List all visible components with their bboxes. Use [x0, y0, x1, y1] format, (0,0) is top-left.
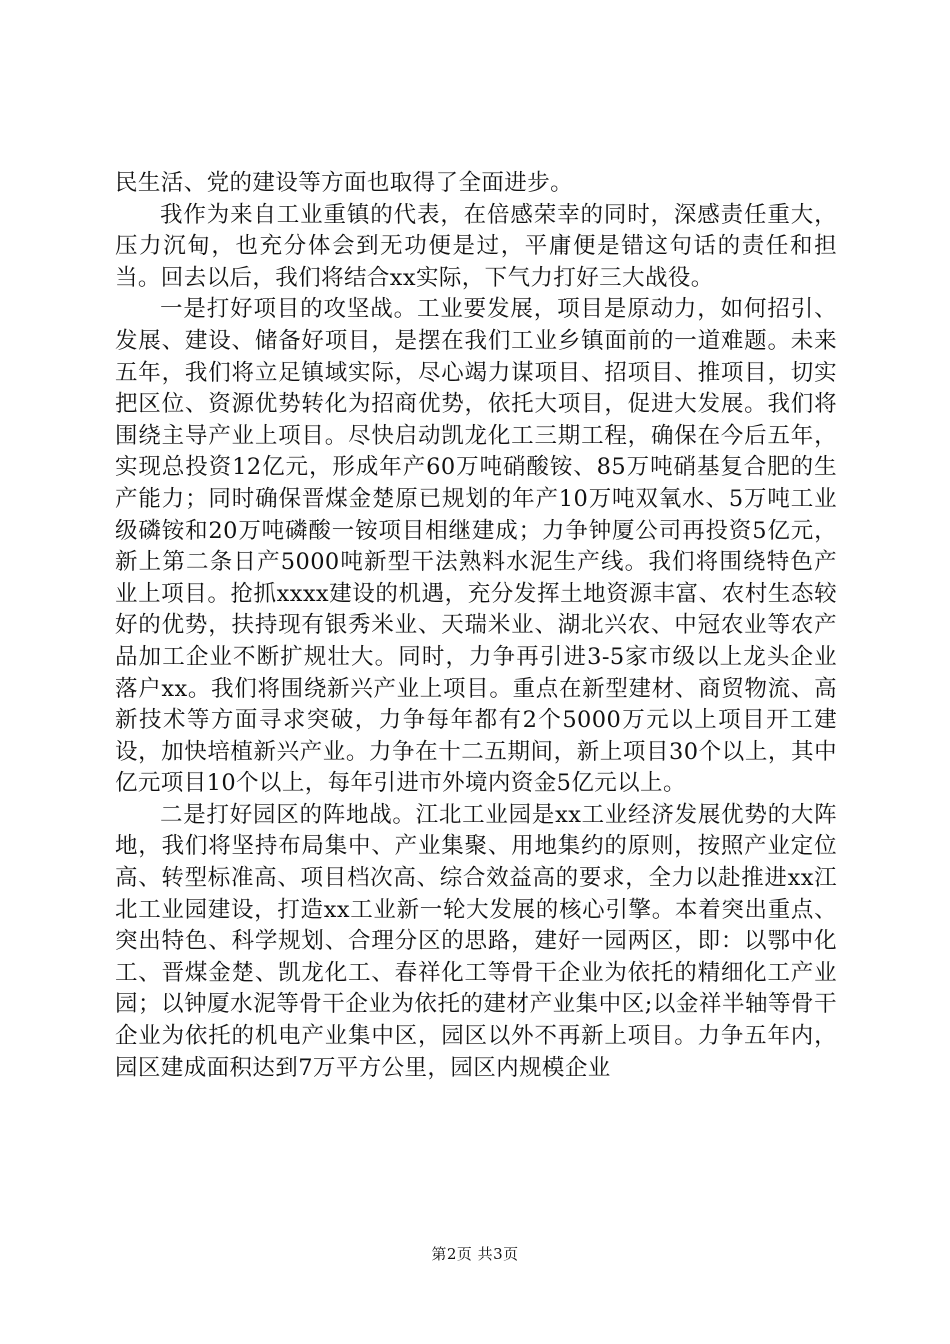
document-body: [115, 168, 837, 1084]
paragraph-representative: 我作为来自工业重镇的代表，在倍感荣幸的同时，深感责任重大，压力沉甸，也充分体会到无功便是过，平庸便是错这句话的责任和担当。回去以后，我们将结合xx实际，下气力打好三大战役。: [115, 201, 837, 291]
paragraph-project-battle: 一是打好项目的攻坚战。工业要发展，项目是原动力，如何招引、发展、建设、储备好项目，是摆在我们工业乡镇面前的一道难题。未来五年，我们将立足镇域实际，尽心竭力谋项目、招项目、推项目，切实把区位、资源优势转化为招商优势，依托大项目，促进大发展。我们将围绕主导产业上项目。尽快启动凯龙化工三期工程，确保在今后五年，实现总投资12亿元，形成年产60万吨硝酸铵、85万吨硝基复合肥的生产能力；同时确保晋煤金楚原已规划的年产10万吨双氧水、5万吨工业级磷铵和20万吨磷酸一铵项目相继建成；力争钟厦公司再投资5亿元，新上第二条日产5000吨新型干法熟料水泥生产线。我们将围绕特色产业上项目。抢抓xxxx建设的机遇，充分发挥土地资源丰富、农村生态较好的优势，扶持现有银秀米业、天瑞米业、湖北兴农、中冠农业等农产品加工企业不断扩规壮大。同时，力争再引进3-5家市级以上龙头企业落户xx。我们将围绕新兴产业上项目。重点在新型建材、商贸物流、高新技术等方面寻求突破，力争每年都有2个5000万元以上项目开工建设，加快培植新兴产业。力争在十二五期间，新上项目30个以上，其中亿元项目10个以上，每年引进市外境内资金5亿元以上。: [115, 296, 837, 797]
page-number-footer: 第2页 共3页: [431, 1245, 519, 1263]
paragraph-park-battle: 二是打好园区的阵地战。江北工业园是xx工业经济发展优势的大阵地，我们将坚持布局集中、产业集聚、用地集约的原则，按照产业定位高、转型标准高、项目档次高、综合效益高的要求，全力以赴推进xx江北工业园建设，打造xx工业新一轮大发展的核心引擎。本着突出重点、突出特色、科学规划、合理分区的思路，建好一园两区，即：以鄂中化工、晋煤金楚、凯龙化工、春祥化工等骨干企业为依托的精细化工产业园；以钟厦水泥等骨干企业为依托的建材产业集中区;以金祥半轴等骨干企业为依托的机电产业集中区，园区以外不再新上项目。力争五年内，园区建成面积达到7万平方公里，园区内规模企业: [115, 801, 837, 1081]
paragraph-continuation: 民生活、党的建设等方面也取得了全面进步。: [115, 170, 574, 196]
